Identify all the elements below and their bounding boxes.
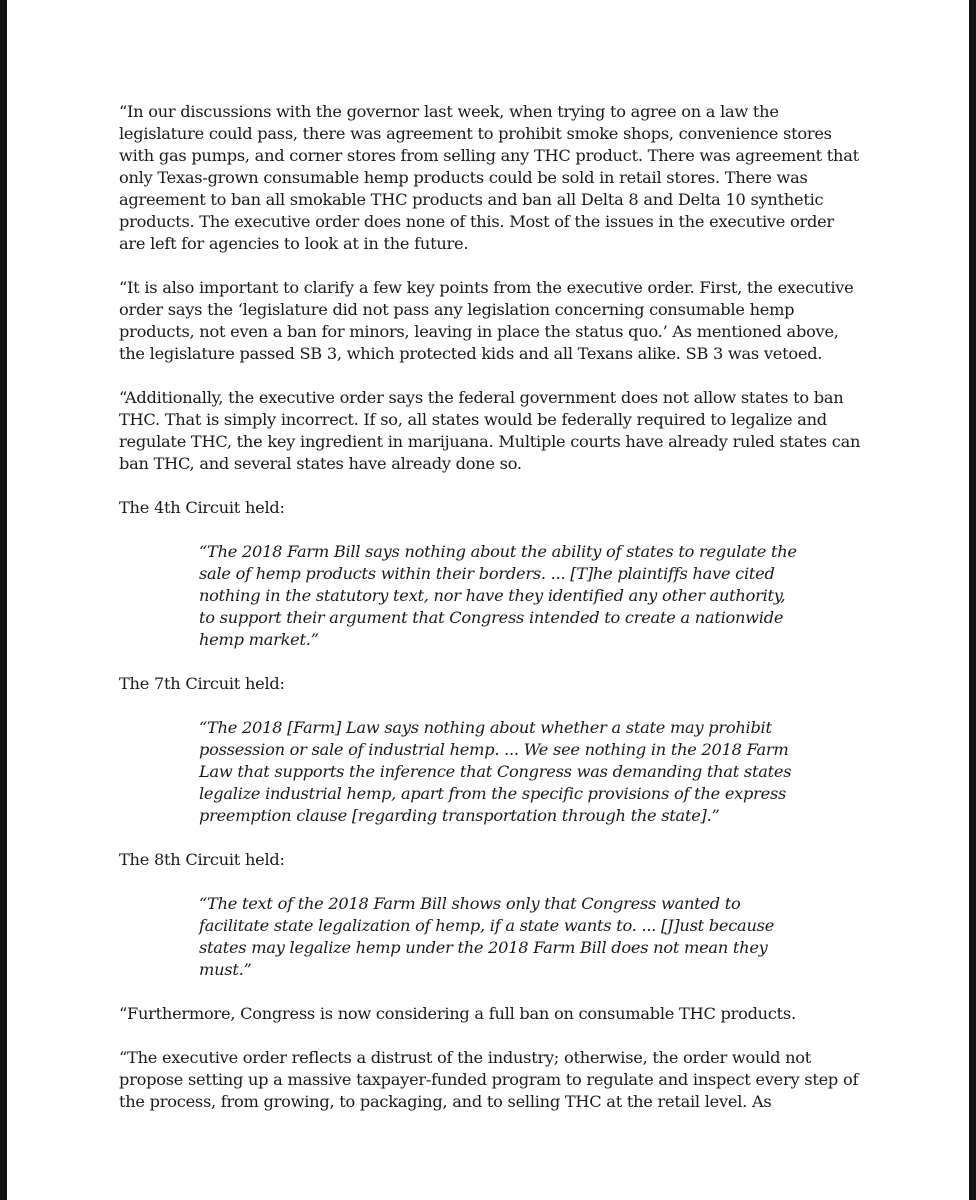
heading-4th-circuit: The 4th Circuit held:	[119, 498, 285, 517]
quote-8th-circuit: “The text of the 2018 Farm Bill shows only that Congress wanted to facilitate state legalization of hemp, if a state wants to. ... [J]ust because states may legalize hemp under the 2018 Farm Bill does not mean they must.”	[199, 894, 775, 979]
left-frame-border	[0, 0, 7, 1200]
paragraph-governor-discussions: “In our discussions with the governor last week, when trying to agree on a law the legislature could pass, there was agreement to prohibit smoke shops, convenience stores with gas pumps, and corner stores from selling any THC product. There was agreement that only Texas-grown consumable hemp products could be sold in retail stores. There was agreement to ban all smokable THC products and ban all Delta 8 and Delta 10 synthetic products. The executive order does none of this. Most of the issues in the executive order are left for agencies to look at in the future.	[119, 102, 859, 253]
quote-7th-circuit: “The 2018 [Farm] Law says nothing about whether a state may prohibit possession or sale of industrial hemp. ... We see nothing in the 2018 Farm Law that supports the inference that Congress was demanding that states legalize industrial hemp, apart from the specific provisions of the express preemption clause [regarding transportation through the state].”	[199, 718, 792, 825]
right-frame-border	[969, 0, 976, 1200]
paragraph-key-points: “It is also important to clarify a few key points from the executive order. First, the executive order says the ‘legislature did not pass any legislation concerning consumable hemp products, not even a ban for minors, leaving in place the status quo.’ As mentioned above, the legislature passed SB 3, which protected kids and all Texans alike. SB 3 was vetoed.	[119, 278, 854, 363]
quote-4th-circuit: “The 2018 Farm Bill says nothing about the ability of states to regulate the sale of hemp products within their borders. ... [T]he plaintiffs have cited nothing in the statutory text, nor have they identified any other authority, to support their argument that Congress intended to create a nationwide hemp market.”	[199, 542, 797, 649]
heading-8th-circuit: The 8th Circuit held:	[119, 850, 285, 869]
document-page	[119, 101, 864, 1135]
paragraph-congress-ban: “Furthermore, Congress is now considering a full ban on consumable THC products.	[119, 1004, 796, 1023]
heading-7th-circuit: The 7th Circuit held:	[119, 674, 285, 693]
paragraph-industry-distrust: “The executive order reflects a distrust of the industry; otherwise, the order would not propose setting up a massive taxpayer-funded program to regulate and inspect every step of the process, from growing, to packaging, and to selling THC at the retail level. As	[119, 1048, 859, 1111]
paragraph-federal-government: “Additionally, the executive order says the federal government does not allow states to ban THC. That is simply incorrect. If so, all states would be federally required to legalize and regulate THC, the key ingredient in marijuana. Multiple courts have already ruled states can ban THC, and several states have already done so.	[119, 388, 861, 473]
